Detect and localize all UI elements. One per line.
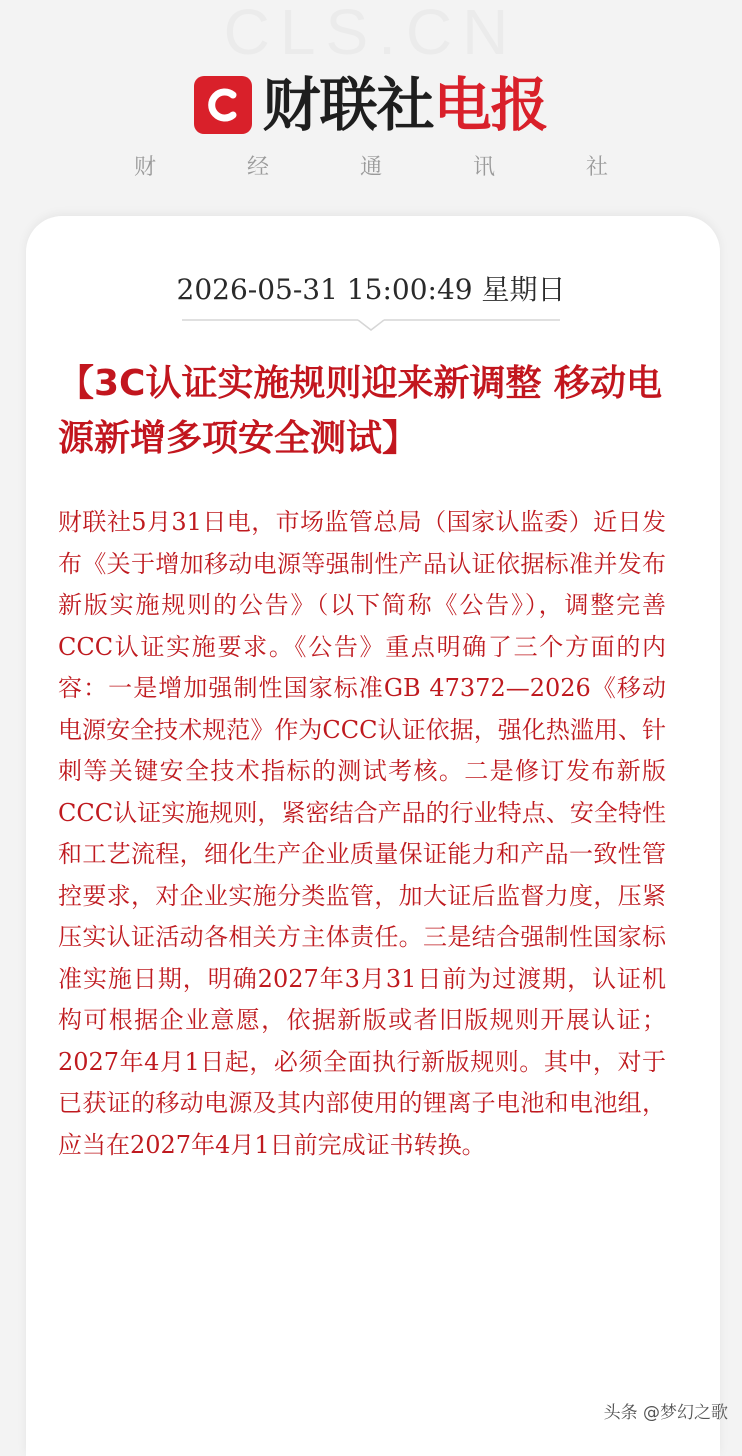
brand-wordmark [262, 71, 548, 139]
brand-tagline: 财 经 通 讯 社 [134, 155, 650, 180]
brand-accent: 电报 [433, 71, 548, 139]
watermark-text: CLS.CN [223, 0, 519, 68]
source-credit: 头条 @梦幻之歌 [603, 1403, 728, 1423]
brand-c-icon [194, 76, 252, 134]
date-divider [182, 318, 560, 332]
brand-logo [0, 71, 742, 139]
brand-main: 财联社 [262, 71, 434, 139]
article-datetime: 2026-05-31 15:00:49 星期日 [176, 273, 566, 306]
article-headline: 【3C认证实施规则迎来新调整 移动电源新增多项安全测试】 [58, 363, 663, 459]
article-body: 财联社5月31日电，市场监管总局（国家认监委）近日发布《关于增加移动电源等强制性产品认证依据标准并发布新版实施规则的公告》（以下简称《公告》），调整完善CCC认证实施要求。《公告》重点明确了三个方面的内容：一是增加强制性国家标准GB 47372—2026《移动电源安全技术规范》作为CCC认证依据，强化热滥用、针刺等关键安全技术指标的测试考核。二是修订发布新版CCC认证实施规则，紧密结合产品的行业特点、安全特性和工艺流程，细化生产企业质量保证能力和产品一致性管控要求，对企业实施分类监管，加大证后监督力度，压紧压实认证活动各相关方主体责任。三是结合强制性国家标准实施日期，明确2027年3月31日前为过渡期，认证机构可根据企业意愿，依据新版或者旧版规则开展认证；2027年4月1日起，必须全面执行新版规则。其中，对于已获证的移动电源及其内部使用的锂离子电池和电池组，应当在2027年4月1日前完成证书转换。 [58, 508, 666, 1159]
